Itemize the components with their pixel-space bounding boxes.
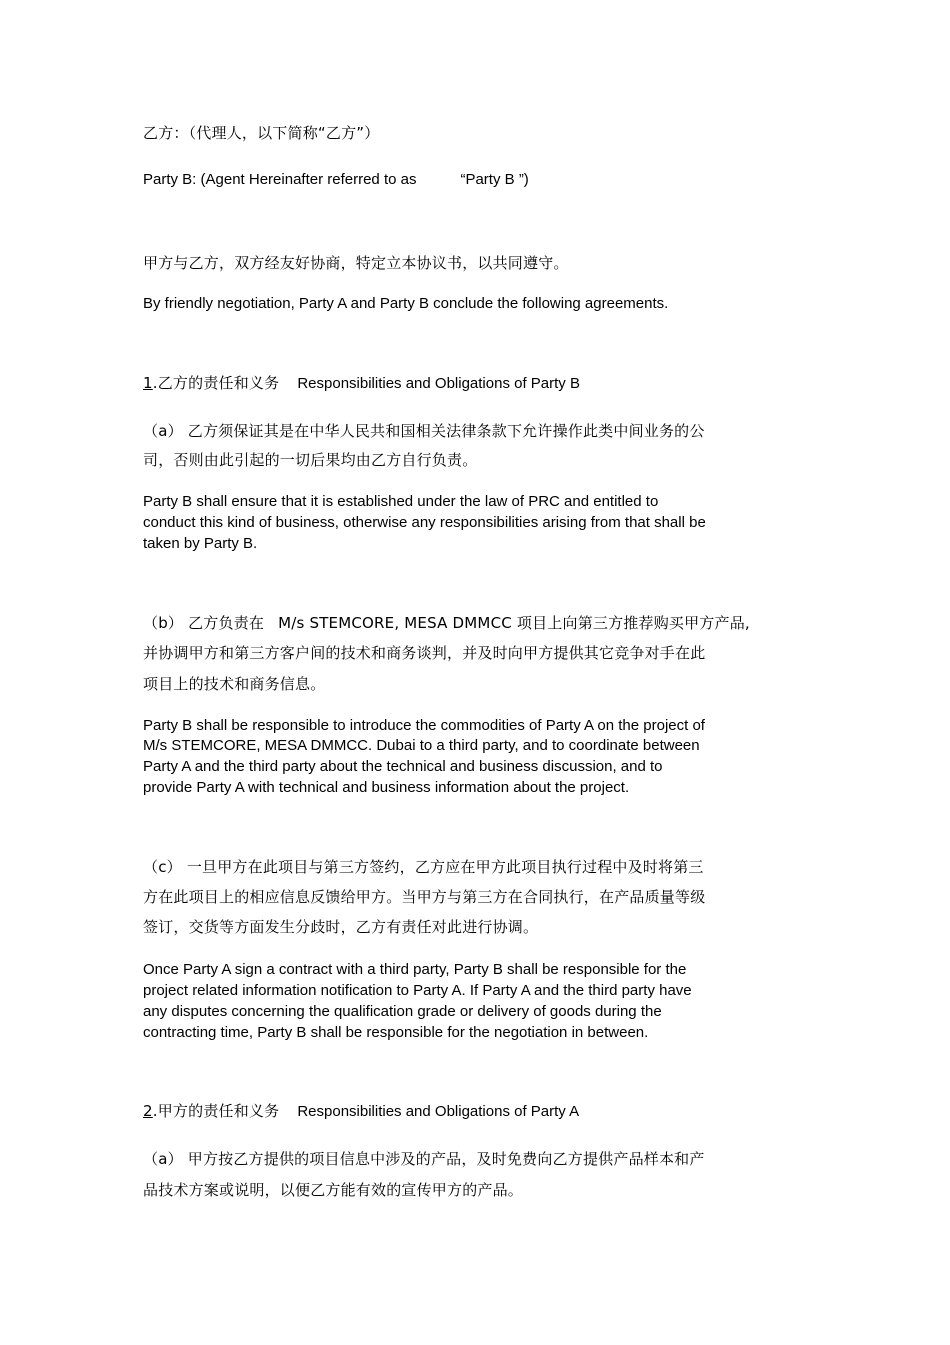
section-2-title-zh: .甲方的责任和义务 [152,1102,280,1120]
clause-1a-zh-line: （a） 乙方须保证其是在中华人民共和国相关法律条款下允许操作此类中间业务的公 [143,422,705,440]
clause-1a-zh-line: 司，否则由此引起的一切后果均由乙方自行负责。 [143,451,478,469]
clause-1b-en-line: provide Party A with technical and business information about the project. [143,779,630,796]
clause-1b-zh-line: 并协调甲方和第三方客户间的技术和商务谈判，并及时向甲方提供其它竞争对手在此 [143,644,706,662]
clause-1b-zh-line: 项目上的技术和商务信息。 [143,675,326,693]
clause-1b-en-line: Party B shall be responsible to introduce the commodities of Party A on the project of [143,717,705,734]
party-b-en [143,170,529,190]
clause-1c-en-line: contracting time, Party B shall be responsible for the negotiation in between. [143,1024,649,1041]
clause-1c-en-line: project related information notification to Party A. If Party A and the third party have [143,982,692,999]
clause-1c-zh-line: （c） 一旦甲方在此项目与第三方签约，乙方应在甲方此项目执行过程中及时将第三 [143,858,704,876]
clause-1b-zh-part2: M/s STEMCORE, MESA DMMCC 项目上向第三方推荐购买甲方产品, [278,614,750,632]
section-2-title-en: Responsibilities and Obligations of Party A [297,1103,580,1120]
section-2-number: 2 [143,1102,153,1120]
clause-1a-en-line: Party B shall ensure that it is established under the law of PRC and entitled to [143,493,659,510]
clause-1c-zh-line: 签订，交货等方面发生分歧时，乙方有责任对此进行协调。 [143,918,539,936]
section-1-number: 1 [143,374,153,392]
clause-1c-en-line: any disputes concerning the qualification grade or delivery of goods during the [143,1003,662,1020]
party-b-zh: 乙方：（代理人，以下简称“乙方”） [143,124,380,142]
section-1-heading [143,373,580,394]
intro-en: By friendly negotiation, Party A and Party B conclude the following agreements. [143,295,669,312]
clause-1b-en-line: Party A and the third party about the technical and business discussion, and to [143,758,663,775]
clause-2a-zh-line: 品技术方案或说明，以便乙方能有效的宣传甲方的产品。 [143,1181,524,1199]
clause-1c-en-line: Once Party A sign a contract with a third party, Party B shall be responsible for the [143,961,687,978]
clause-1b-zh-part1: （b） 乙方负责在 [143,614,265,632]
clause-1c-zh-line: 方在此项目上的相应信息反馈给甲方。当甲方与第三方在合同执行，在产品质量等级 [143,888,706,906]
party-b-en-part1: Party B: (Agent Hereinafter referred to as [143,171,417,188]
clause-1b-zh-line [143,613,750,633]
section-1-title-zh: .乙方的责任和义务 [152,374,280,392]
clause-2a-zh-line: （a） 甲方按乙方提供的项目信息中涉及的产品，及时免费向乙方提供产品样本和产 [143,1150,705,1168]
clause-1b-en-line: M/s STEMCORE, MESA DMMCC. Dubai to a third party, and to coordinate between [143,737,700,754]
section-2-heading [143,1101,579,1122]
section-1-title-en: Responsibilities and Obligations of Party B [297,375,580,392]
clause-1a-en-line: taken by Party B. [143,535,258,552]
party-b-en-part2: “Party B ”) [460,171,529,188]
intro-zh: 甲方与乙方，双方经友好协商，特定立本协议书，以共同遵守。 [143,254,569,272]
clause-1a-en-line: conduct this kind of business, otherwise any responsibilities arising from that shall be [143,514,706,531]
